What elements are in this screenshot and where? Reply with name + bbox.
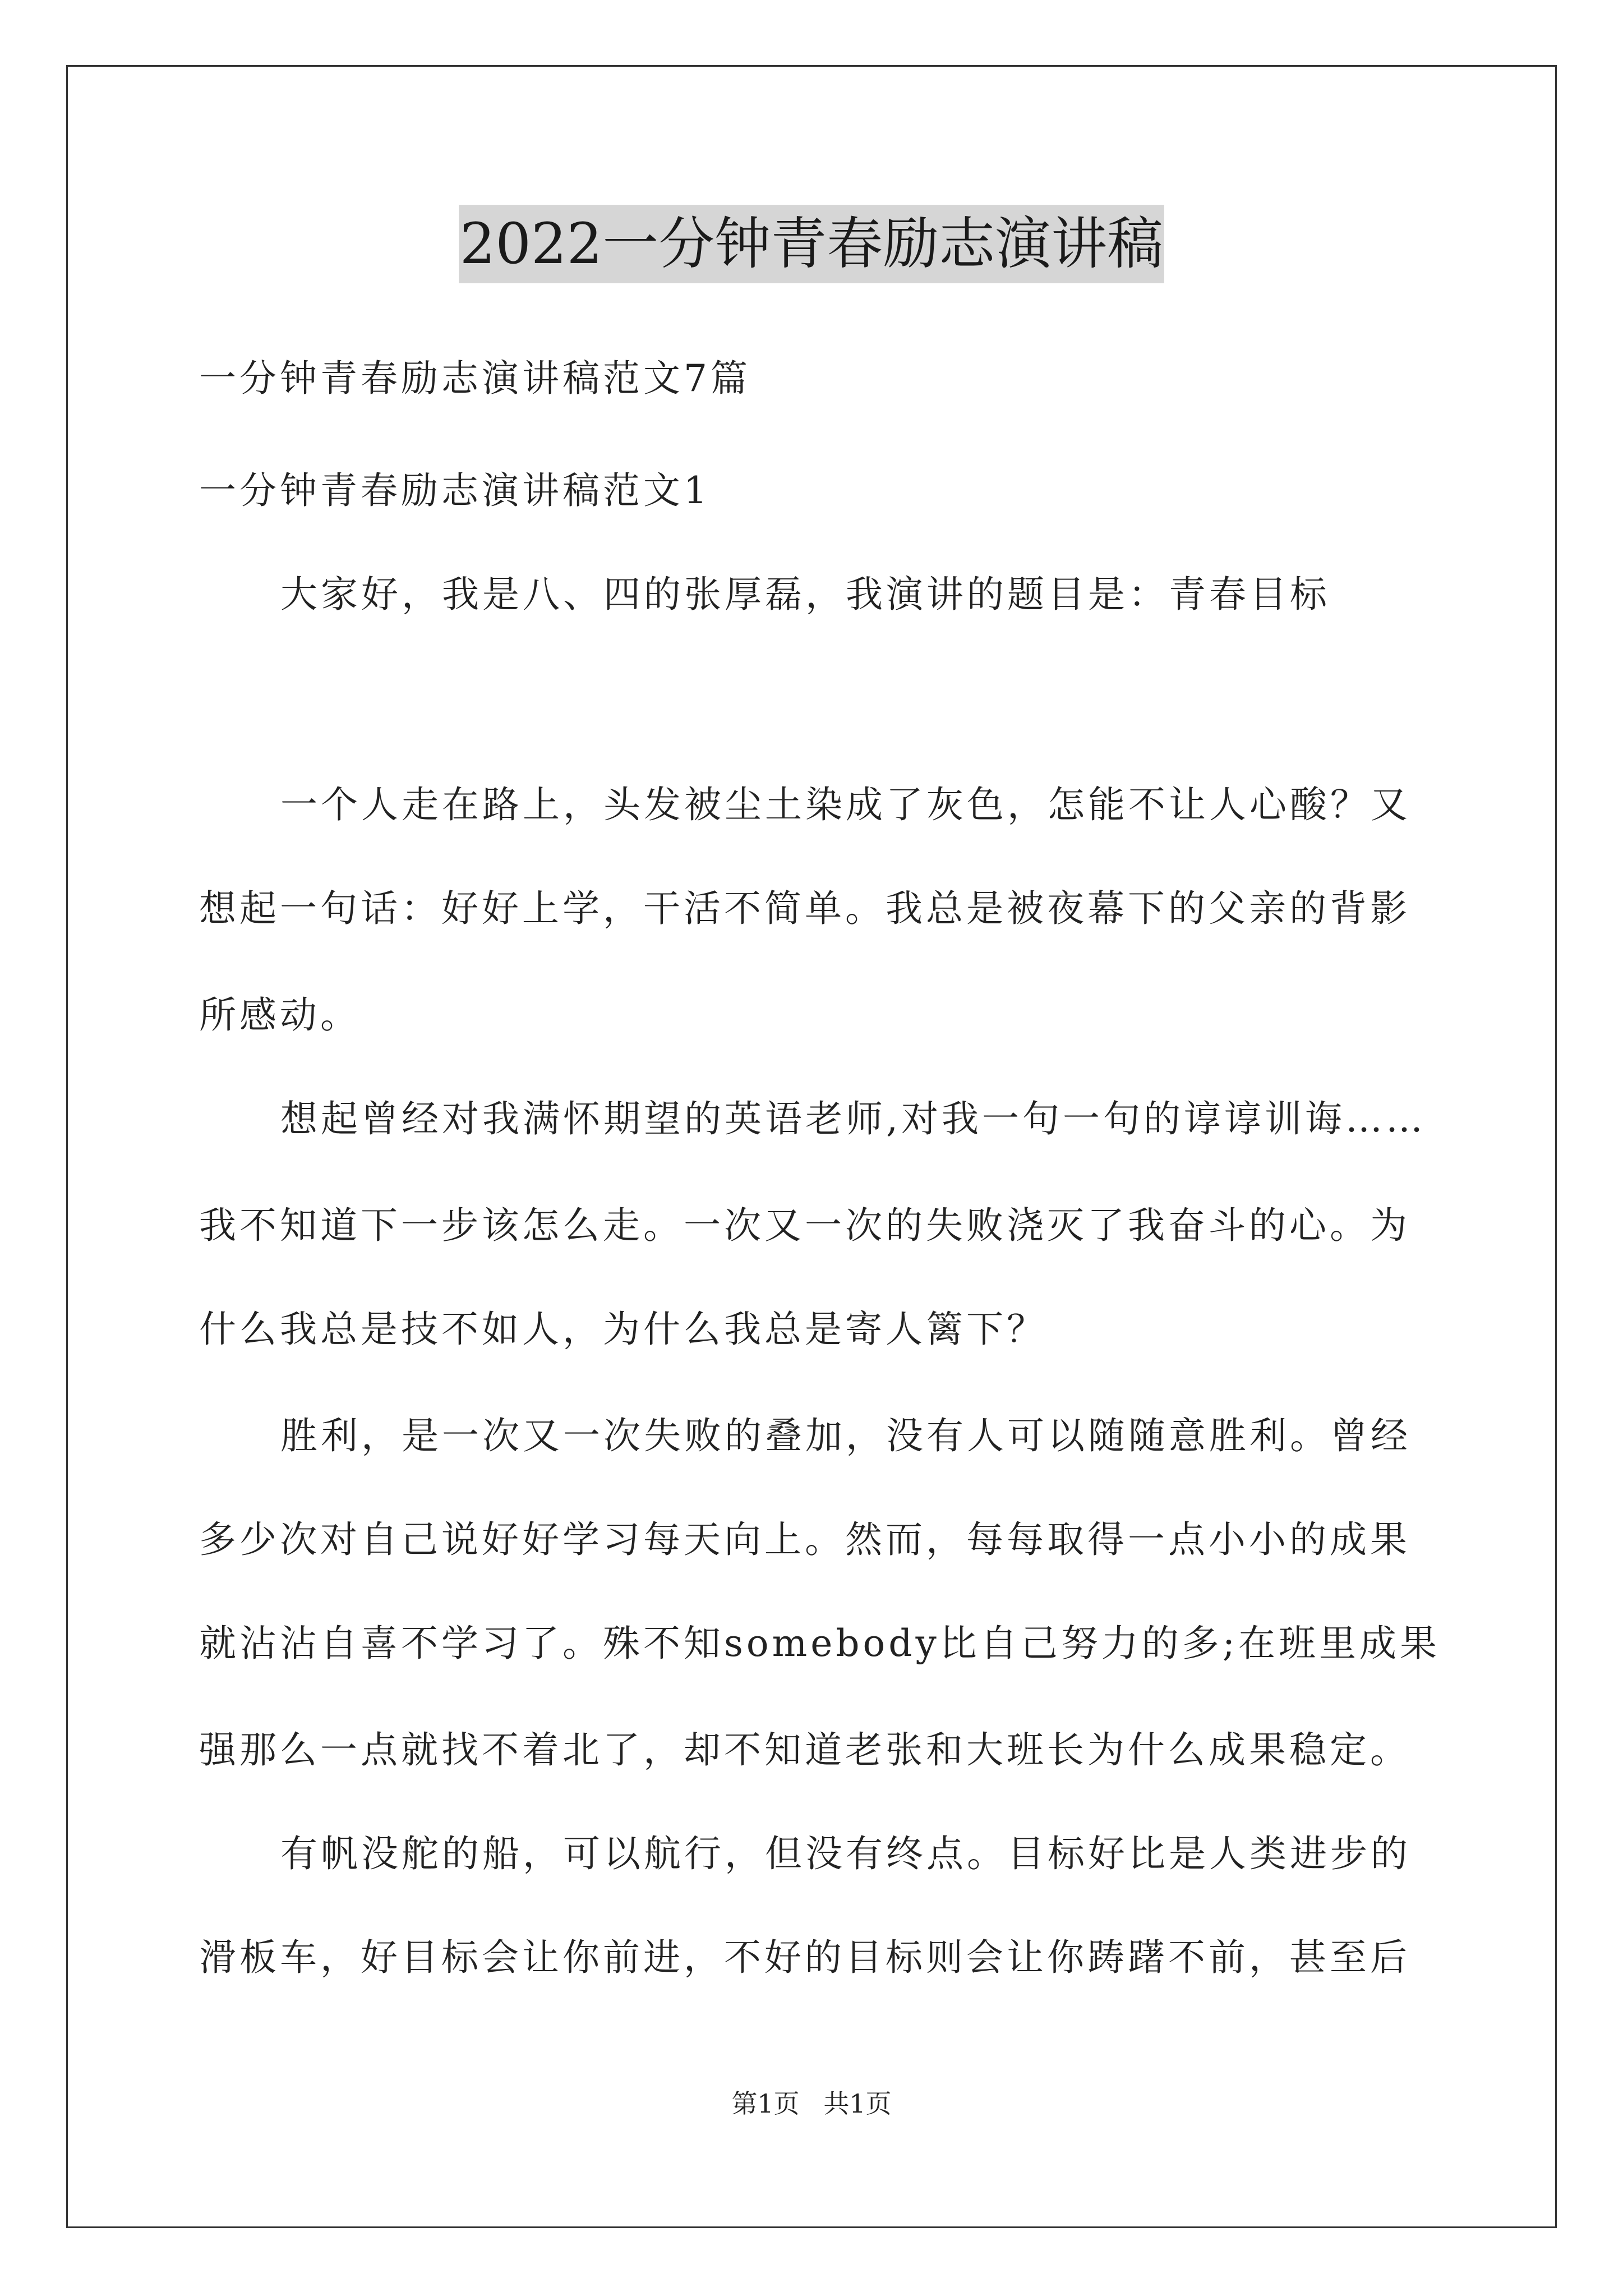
paragraph-line: 就沾沾自喜不学习了。殊不知somebody比自己努力的多;在班里成果 [199,1622,1441,1665]
paragraph-line: 想起曾经对我满怀期望的英语老师,对我一句一句的谆谆训诲…… [280,1097,1426,1140]
subtitle-line: 一分钟青春励志演讲稿范文7篇 [199,357,751,400]
paragraph-line: 胜利，是一次又一次失败的叠加，没有人可以随随意胜利。曾经 [280,1414,1411,1457]
page-number-total: 共1页 [823,2088,892,2119]
section-heading: 一分钟青春励志演讲稿范文1 [199,469,711,512]
paragraph-line: 所感动。 [199,993,361,1037]
paragraph-line: 想起一句话：好好上学，干活不简单。我总是被夜幕下的父亲的背影 [199,887,1410,930]
paragraph-line: 滑板车，好目标会让你前进，不好的目标则会让你踌躇不前，甚至后 [199,1936,1410,1979]
paragraph-line: 我不知道下一步该怎么走。一次又一次的失败浇灭了我奋斗的心。为 [199,1204,1410,1247]
paragraph-line: 有帆没舵的船，可以航行，但没有终点。目标好比是人类进步的 [280,1832,1411,1875]
document-title-text: 2022一分钟青春励志演讲稿 [459,205,1165,283]
paragraph-line: 大家好，我是八、四的张厚磊，我演讲的题目是：青春目标 [280,573,1330,616]
paragraph-line: 多少次对自己说好好学习每天向上。然而，每每取得一点小小的成果 [199,1518,1410,1561]
page-footer [0,2087,1623,2120]
paragraph-line: 一个人走在路上，头发被尘土染成了灰色，怎能不让人心酸？又 [280,783,1411,826]
document-title [0,205,1623,283]
paragraph-line: 什么我总是技不如人，为什么我总是寄人篱下？ [199,1308,1047,1351]
page-number-current: 第1页 [731,2088,800,2119]
paragraph-line: 强那么一点就找不着北了，却不知道老张和大班长为什么成果稳定。 [199,1728,1410,1772]
